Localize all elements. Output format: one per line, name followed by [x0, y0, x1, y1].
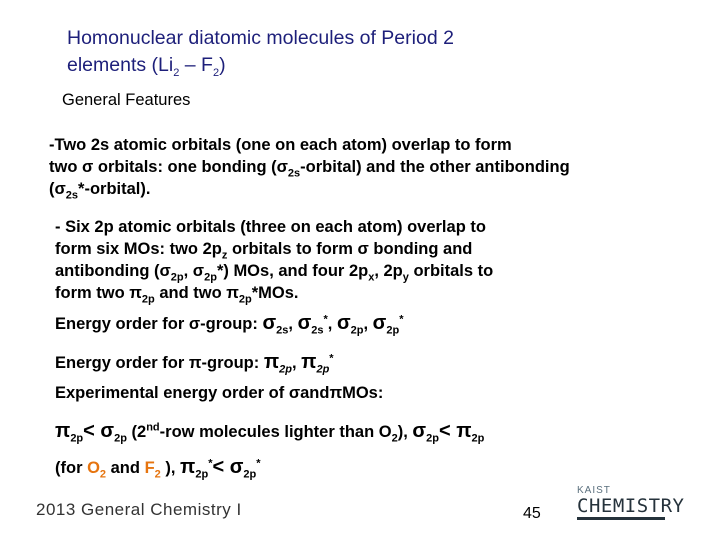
pi-energy-order	[55, 351, 334, 374]
superscript: nd	[146, 421, 160, 434]
pi-symbol: π	[55, 420, 71, 442]
subscript: 2p	[170, 271, 184, 284]
subscript: 2p	[70, 432, 84, 445]
experimental-order-line-2	[55, 456, 261, 479]
sigma-symbol: σ	[412, 420, 427, 442]
subscript: 2p	[238, 293, 252, 306]
sigma-symbol: σ	[357, 240, 369, 258]
text: orbitals to	[408, 262, 494, 280]
text: (2	[126, 423, 147, 441]
subscript: 2p	[141, 293, 155, 306]
title-text: elements (Li	[67, 54, 174, 76]
logo-underline	[577, 517, 665, 520]
sigma-symbol: σ	[336, 312, 351, 334]
footer-course: 2013 General Chemistry I	[36, 500, 242, 519]
experimental-order-label: Experimental energy order of σandπMOs:	[55, 384, 384, 402]
p2-line-1: - Six 2p atomic orbitals (three on each atom) overlap to	[55, 218, 486, 236]
less-than: <	[438, 420, 457, 442]
superscript: *	[323, 313, 328, 326]
paragraph-2p-orbitals	[55, 216, 715, 304]
text: ,	[363, 315, 373, 333]
text: and	[106, 459, 145, 477]
text: *MOs.	[251, 284, 299, 302]
subheading: General Features	[62, 91, 191, 109]
p1-line-2	[49, 156, 709, 178]
title-text: )	[219, 54, 226, 76]
subscript: 2s	[276, 324, 289, 337]
slide-title	[67, 25, 627, 79]
p2-line-2	[55, 238, 715, 260]
subscript: 2p	[195, 468, 209, 481]
text: two	[49, 158, 82, 176]
sigma-symbol: σ	[192, 262, 205, 280]
subscript: 2p	[114, 432, 127, 445]
less-than: <	[83, 420, 101, 442]
sigma-symbol: σ	[276, 158, 288, 176]
sigma-symbol: σ	[229, 456, 244, 478]
text: orbitals to form	[227, 240, 358, 258]
text: (for	[55, 459, 88, 477]
subscript: 2p	[243, 468, 257, 481]
sigma-symbol: σ	[372, 312, 387, 334]
sigma-symbol: σ	[159, 262, 171, 280]
subscript: 2p	[386, 324, 400, 337]
title-text: – F	[179, 54, 213, 76]
superscript: *	[256, 457, 261, 470]
text: ,	[183, 262, 193, 280]
p1-line-3	[49, 178, 709, 200]
text: -row molecules lighter than O	[159, 423, 392, 441]
text: *) MOs, and four 2p	[216, 262, 369, 280]
text: *-orbital).	[78, 180, 151, 198]
title-line-1: Homonuclear diatomic molecules of Period 2	[67, 27, 454, 49]
label: Energy order for σ-group:	[55, 315, 263, 333]
pi-symbol: π	[456, 420, 472, 442]
pi-symbol: π	[301, 351, 317, 373]
superscript: *	[329, 352, 334, 365]
subscript: 2s	[65, 189, 79, 202]
sigma-symbol: σ	[82, 158, 94, 176]
text: ),	[160, 459, 181, 477]
less-than: <	[212, 456, 230, 478]
sigma-energy-order	[55, 312, 403, 335]
sigma-symbol: σ	[297, 312, 312, 334]
text: antibonding (	[55, 262, 160, 280]
title-subscript: 2	[212, 66, 220, 79]
subscript: 2p	[204, 271, 217, 284]
subscript: 2	[391, 432, 398, 445]
subscript: x	[368, 271, 375, 284]
fluorine-formula: F	[144, 459, 155, 477]
subscript: 2p	[471, 432, 485, 445]
p1-line-1: -Two 2s atomic orbitals (one on each atom) overlap to form	[49, 136, 512, 154]
subscript: z	[221, 249, 228, 262]
p2-line-3	[55, 260, 715, 282]
subscript: y	[402, 271, 409, 284]
pi-symbol: π	[263, 351, 280, 373]
subscript: 2	[154, 468, 161, 481]
logo-top-text: KAIST	[577, 485, 611, 496]
subscript: 2p	[279, 363, 292, 376]
text: ,	[291, 354, 302, 372]
text: ,	[288, 315, 298, 333]
title-line-2	[67, 52, 627, 79]
sigma-symbol: σ	[54, 180, 66, 198]
paragraph-2s-orbitals	[49, 134, 709, 200]
experimental-order-line-1	[55, 420, 484, 443]
text: ,	[327, 315, 337, 333]
superscript: *	[208, 457, 213, 470]
subscript: 2s	[311, 324, 324, 337]
text: ),	[397, 423, 413, 441]
sigma-symbol: σ	[262, 312, 277, 334]
title-subscript: 2	[173, 66, 180, 79]
kaist-chemistry-logo	[577, 485, 685, 522]
subscript: 2p	[350, 324, 364, 337]
text: -orbital) and the other antibonding	[300, 158, 570, 176]
label: Energy order for π-group:	[55, 354, 264, 372]
text: , 2p	[374, 262, 403, 280]
superscript: *	[399, 313, 404, 326]
text: form two	[55, 284, 130, 302]
logo-main-text: CHEMISTRY	[577, 495, 685, 517]
pi-symbol: π	[129, 284, 142, 302]
subscript: 2s	[287, 167, 301, 180]
text: form six MOs: two 2p	[55, 240, 222, 258]
pi-symbol: π	[180, 456, 196, 478]
text: orbitals: one bonding (	[93, 158, 277, 176]
subscript: 2p	[316, 363, 330, 376]
p2-line-4	[55, 282, 715, 304]
text: (	[49, 180, 55, 198]
sigma-symbol: σ	[100, 420, 115, 442]
text: bonding and	[368, 240, 473, 258]
pi-symbol: π	[226, 284, 239, 302]
subscript: 2p	[426, 432, 439, 445]
subscript: 2	[99, 468, 107, 481]
page-number: 45	[523, 505, 541, 522]
oxygen-formula: O	[87, 459, 100, 477]
text: and two	[154, 284, 227, 302]
